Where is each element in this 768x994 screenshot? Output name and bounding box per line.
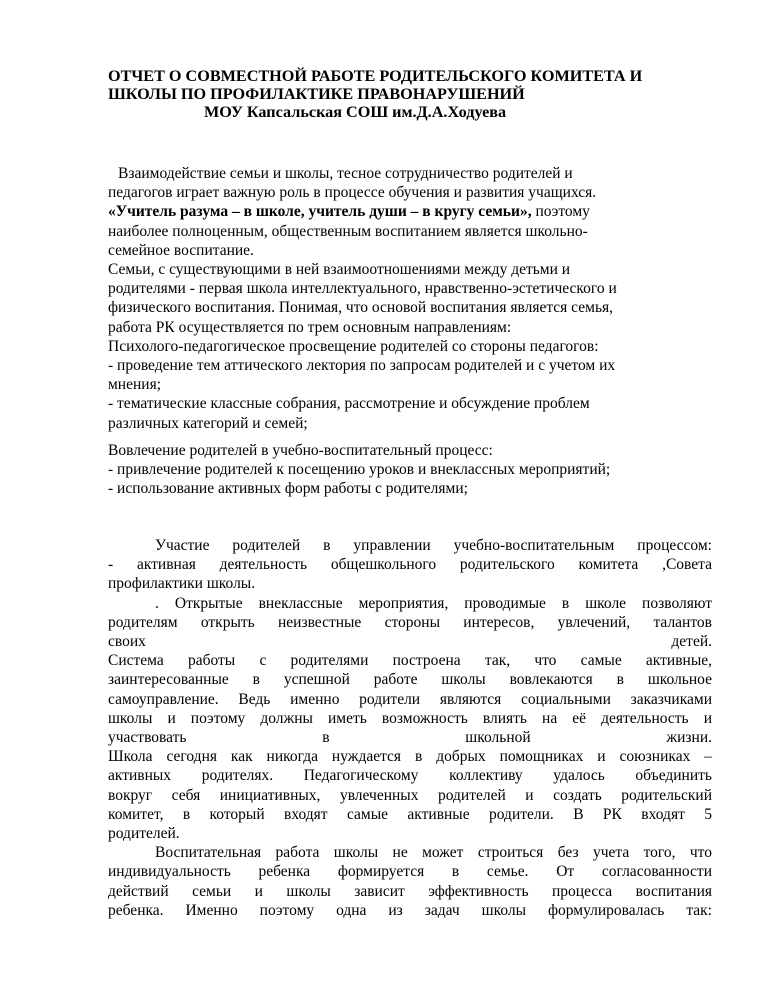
text-fragment: поэтому [531,203,590,221]
text-line: самоуправление. Ведь именно родители являются социальными заказчиками [108,690,712,708]
text-line: - проведение тем аттического лектория по запросам родителей и с учетом их [108,357,616,375]
text-line: Воспитательная работа школы не может строиться без учета того, что [155,844,712,862]
text-line: мнения; [108,376,162,394]
text-line: педагогов играет важную роль в процессе обучения и развития учащихся. [108,184,597,202]
text-line: Система работы с родителями построена так, что самые активные, [108,652,712,670]
text-line: наиболее полноценным, общественным воспитанием является школьно- [108,222,588,240]
text-line: действий семьи и школы зависит эффективность процесса воспитания [108,882,712,900]
text-line: Семьи, с существующими в ней взаимоотношениями между детьми и [108,261,571,279]
text-line: своих детей. [108,633,712,651]
text-line: - активная деятельность общешкольного родительского комитета ,Совета [108,556,712,574]
text-line: различных категорий и семей; [108,414,308,432]
text-line: Взаимодействие семьи и школы, тесное сотрудничество родителей и [118,165,573,182]
text-line: семейное воспитание. [108,241,254,259]
text-line: Вовлечение родителей в учебно-воспитательный процесс: [108,442,493,459]
participation-section [108,536,712,920]
text-line: родителям открыть неизвестные стороны интересов, увлечений, талантов [108,613,712,631]
text-line: вокруг себя инициативных, увлеченных родителей и создать родительский [108,786,712,804]
involvement-section [108,441,712,499]
text-line: комитет, в который входят самые активные родители. В РК входят 5 [108,805,712,823]
text-line: - использование активных форм работы с родителями; [108,480,468,498]
text-line: индивидуальность ребенка формируется в семье. От согласованности [108,863,712,881]
text-line: - привлечение родителей к посещению уроков и внеклассных мероприятий; [108,461,611,479]
text-line: родителей. [108,825,180,843]
text-line: заинтересованные в успешной работе школы вовлекаются в школьное [108,671,712,689]
text-line: . Открытые внеклассные мероприятия, проводимые в школе позволяют [155,594,712,612]
text-line [108,202,712,221]
text-line: физического воспитания. Понимая, что основой воспитания является семья, [108,299,614,317]
text-line: активных родителях. Педагогическому коллективу удалось объединить [108,767,712,785]
school-name: МОУ Капсальская СОШ им.Д.А.Ходуева [204,103,507,121]
text-line: родителями - первая школа интеллектуального, нравственно-эстетического и [108,280,617,298]
text-line: - тематические классные собрания, рассмотрение и обсуждение проблем [108,395,590,413]
text-line: работа РК осуществляется по трем основным направлениям: [108,318,512,336]
title-line: ОТЧЕТ О СОВМЕСТНОЙ РАБОТЕ РОДИТЕЛЬСКОГО КОМИТЕТА И [108,67,643,85]
text-line: Школа сегодня как никогда нуждается в добрых помощниках и союзниках – [108,748,712,766]
text-line: профилактики школы. [108,575,256,593]
title-line: ШКОЛЫ ПО ПРОФИЛАКТИКЕ ПРАВОНАРУШЕНИЙ [108,85,525,103]
text-line: Участие родителей в управлении учебно-воспитательным процессом: [155,537,712,554]
text-line: Психолого-педагогическое просвещение родителей со стороны педагогов: [108,337,599,355]
intro-section [108,164,712,433]
text-line: участвовать в школьной жизни. [108,729,712,747]
quote-motto: «Учитель разума – в школе, учитель души – в кругу семьи», [108,203,532,221]
document-title [108,67,718,121]
text-line: ребенка. Именно поэтому одна из задач школы формулировалась так: [108,901,712,919]
text-line: школы и поэтому должны иметь возможность влиять на её деятельность и [108,709,712,727]
